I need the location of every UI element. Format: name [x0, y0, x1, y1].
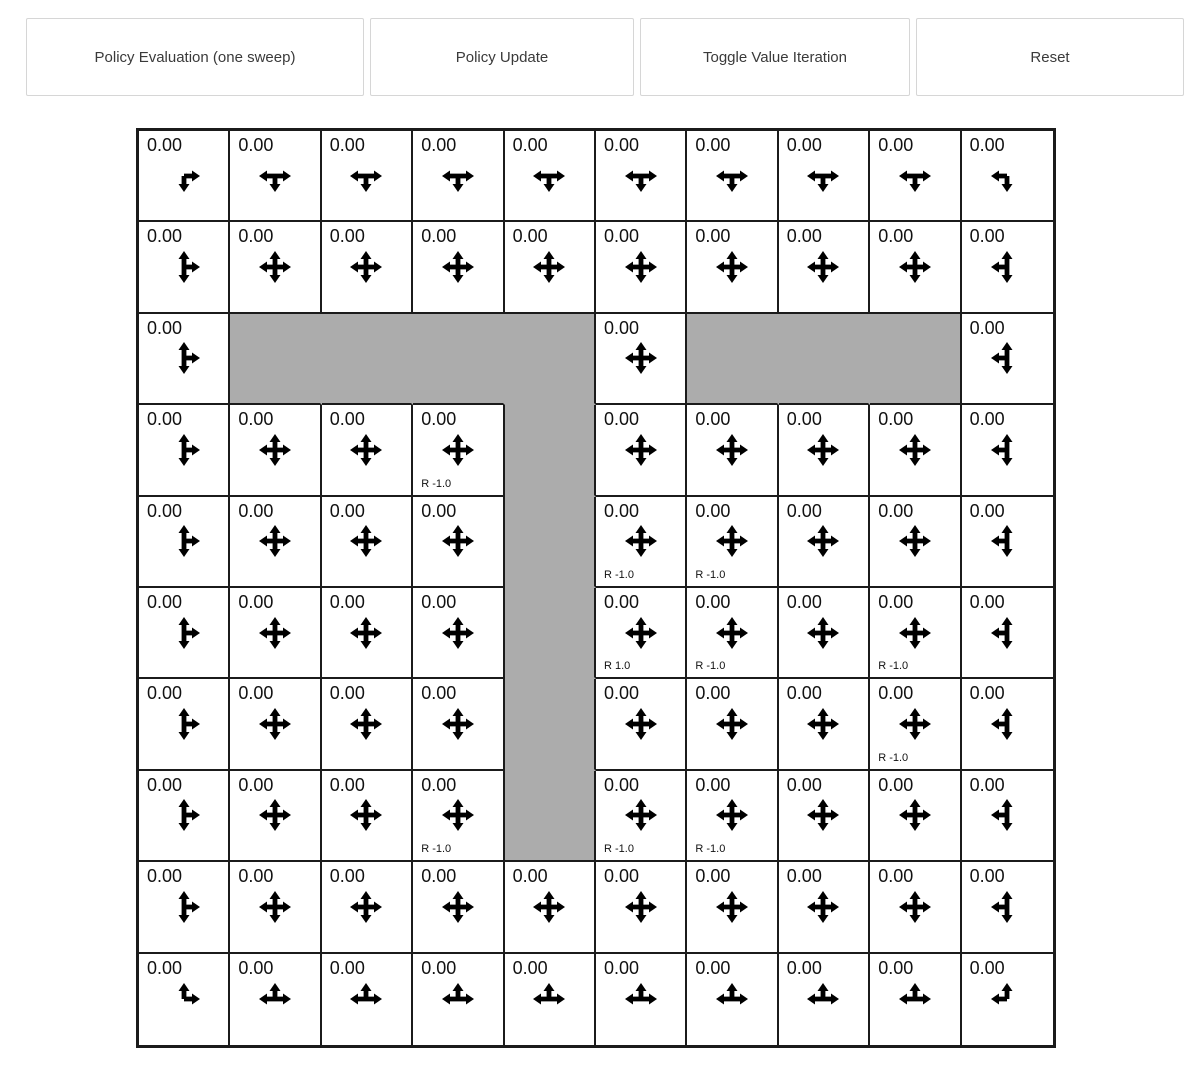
grid-cell[interactable] — [962, 131, 1053, 222]
grid-cell[interactable] — [413, 405, 504, 496]
policy-arrows — [962, 497, 1053, 586]
grid-cell[interactable] — [687, 131, 778, 222]
grid-cell[interactable] — [322, 862, 413, 953]
grid-cell-wall[interactable] — [779, 314, 870, 405]
cell-value: 0.00 — [878, 957, 914, 978]
policy-arrows — [230, 405, 319, 494]
cell-value: 0.00 — [147, 592, 183, 612]
grid-cell[interactable] — [870, 588, 961, 679]
policy-arrows — [596, 862, 685, 951]
policy-arrows — [413, 862, 502, 951]
grid-cell[interactable] — [779, 679, 870, 770]
grid-cell[interactable] — [870, 497, 961, 588]
grid-cell-wall[interactable] — [505, 679, 596, 770]
policy-arrows — [779, 131, 868, 220]
grid-cell[interactable] — [505, 862, 596, 953]
policy-arrows — [139, 314, 228, 403]
policy-arrows — [779, 497, 868, 586]
grid-cell[interactable] — [962, 954, 1053, 1045]
grid-cell[interactable] — [322, 131, 413, 222]
cell-value: 0.00 — [329, 500, 365, 521]
policy-arrows — [139, 222, 228, 311]
cell-value: 0.00 — [695, 592, 731, 612]
cell-value: 0.00 — [695, 226, 731, 247]
cell-value: 0.00 — [238, 500, 274, 521]
cell-value: 0.00 — [969, 683, 1005, 704]
policy-arrows — [322, 131, 411, 220]
grid-cell[interactable] — [687, 588, 778, 679]
grid-cell[interactable] — [596, 222, 687, 313]
grid-cell[interactable] — [687, 222, 778, 313]
grid-cell[interactable] — [139, 131, 230, 222]
grid-cell[interactable] — [322, 954, 413, 1045]
grid-cell[interactable] — [596, 588, 687, 679]
policy-arrows — [962, 131, 1053, 220]
grid-cell[interactable] — [230, 679, 321, 770]
grid-cell[interactable] — [687, 497, 778, 588]
cell-value: 0.00 — [786, 957, 822, 978]
cell-value: 0.00 — [786, 774, 822, 795]
grid-cell-wall[interactable] — [870, 314, 961, 405]
cell-value: 0.00 — [421, 866, 457, 887]
cell-value: 0.00 — [786, 683, 822, 704]
policy-arrows — [505, 954, 594, 1045]
policy-arrows — [230, 862, 319, 951]
cell-value: 0.00 — [878, 500, 914, 521]
grid-cell-wall[interactable] — [505, 771, 596, 862]
policy-arrows — [962, 588, 1053, 677]
grid-cell[interactable] — [322, 771, 413, 862]
grid-cell[interactable] — [687, 405, 778, 496]
policy-arrows — [962, 222, 1053, 311]
policy-arrows — [779, 222, 868, 311]
grid-cell[interactable] — [139, 314, 230, 405]
policy-arrows — [596, 131, 685, 220]
grid-cell[interactable] — [596, 862, 687, 953]
grid-cell[interactable] — [687, 771, 778, 862]
grid-cell[interactable] — [505, 954, 596, 1045]
cell-value: 0.00 — [421, 957, 457, 978]
cell-value: 0.00 — [421, 500, 457, 521]
cell-value: 0.00 — [604, 409, 640, 430]
grid-cell[interactable] — [687, 862, 778, 953]
grid-cell[interactable] — [870, 131, 961, 222]
cell-value: 0.00 — [329, 866, 365, 887]
policy-arrows — [413, 497, 502, 586]
grid-cell[interactable] — [779, 588, 870, 679]
policy-arrows — [962, 862, 1053, 951]
grid-cell[interactable] — [413, 862, 504, 953]
policy-arrows — [322, 954, 411, 1045]
cell-value: 0.00 — [969, 226, 1005, 247]
policy-arrows — [779, 405, 868, 494]
cell-value: 0.00 — [238, 592, 274, 612]
grid-cell[interactable] — [505, 222, 596, 313]
cell-value: 0.00 — [969, 957, 1005, 978]
policy-arrows — [139, 771, 228, 860]
grid-cell[interactable] — [139, 497, 230, 588]
cell-value: 0.00 — [238, 135, 274, 155]
grid-cell[interactable] — [870, 771, 961, 862]
cell-reward: R -1.0 — [421, 843, 452, 856]
cell-value: 0.00 — [329, 957, 365, 978]
grid-cell[interactable] — [779, 222, 870, 313]
grid-cell[interactable] — [870, 862, 961, 953]
grid-cell[interactable] — [139, 771, 230, 862]
grid-cell[interactable] — [779, 862, 870, 953]
cell-value: 0.00 — [695, 866, 731, 887]
policy-arrows — [870, 497, 959, 586]
policy-arrows — [322, 222, 411, 311]
cell-value: 0.00 — [695, 500, 731, 521]
policy-arrows — [322, 588, 411, 677]
policy-arrows — [870, 954, 959, 1045]
grid-cell-wall[interactable] — [230, 314, 321, 405]
policy-arrows — [687, 679, 776, 768]
policy-arrows — [322, 771, 411, 860]
cell-value: 0.00 — [238, 774, 274, 795]
cell-value: 0.00 — [329, 409, 365, 430]
cell-value: 0.00 — [969, 135, 1005, 155]
cell-value: 0.00 — [604, 774, 640, 795]
cell-reward: R -1.0 — [604, 569, 634, 581]
cell-value: 0.00 — [604, 957, 640, 978]
grid-cell[interactable] — [230, 954, 321, 1045]
policy-arrows — [322, 405, 411, 494]
grid-cell[interactable] — [230, 862, 321, 953]
policy-arrows — [779, 862, 868, 951]
cell-value: 0.00 — [604, 500, 640, 521]
grid-cell[interactable] — [139, 862, 230, 953]
policy-arrows — [139, 497, 228, 586]
grid-cell[interactable] — [322, 679, 413, 770]
grid-cell[interactable] — [870, 954, 961, 1045]
cell-value: 0.00 — [969, 866, 1005, 887]
cell-value: 0.00 — [421, 135, 457, 155]
grid-cell-wall[interactable] — [505, 314, 596, 405]
grid-cell-wall[interactable] — [687, 314, 778, 405]
cell-reward: R -1.0 — [695, 569, 726, 581]
cell-value: 0.00 — [786, 135, 822, 155]
cell-value: 0.00 — [604, 317, 640, 338]
cell-value: 0.00 — [695, 774, 731, 795]
cell-value: 0.00 — [878, 409, 914, 430]
policy-arrows — [322, 497, 411, 586]
policy-arrows — [596, 314, 685, 403]
policy-arrows — [962, 679, 1053, 768]
grid-cell[interactable] — [870, 222, 961, 313]
grid-cell-wall[interactable] — [505, 497, 596, 588]
grid-cell[interactable] — [505, 131, 596, 222]
cell-value: 0.00 — [695, 409, 731, 430]
grid-cell[interactable] — [779, 771, 870, 862]
cell-value: 0.00 — [969, 317, 1005, 338]
cell-value: 0.00 — [238, 866, 274, 887]
policy-arrows — [230, 222, 319, 311]
cell-value: 0.00 — [512, 957, 548, 978]
cell-reward: R -1.0 — [878, 751, 909, 764]
cell-value: 0.00 — [695, 957, 731, 978]
grid-cell[interactable] — [779, 131, 870, 222]
policy-arrows — [230, 771, 319, 860]
cell-value: 0.00 — [421, 683, 457, 704]
policy-arrows — [779, 588, 868, 677]
cell-value: 0.00 — [238, 226, 274, 247]
grid-cell[interactable] — [413, 954, 504, 1045]
cell-value: 0.00 — [786, 409, 822, 430]
cell-value: 0.00 — [969, 500, 1005, 521]
cell-value: 0.00 — [329, 774, 365, 795]
cell-value: 0.00 — [878, 135, 914, 155]
grid-cell[interactable] — [322, 222, 413, 313]
policy-arrows — [779, 771, 868, 860]
cell-reward: R -1.0 — [695, 843, 726, 856]
cell-value: 0.00 — [329, 226, 365, 247]
cell-value: 0.00 — [878, 774, 914, 795]
cell-reward: R -1.0 — [878, 660, 909, 673]
gridworld-grid[interactable] — [136, 128, 1056, 1048]
policy-arrows — [230, 497, 319, 586]
grid-cell[interactable] — [322, 405, 413, 496]
policy-arrows — [322, 862, 411, 951]
cell-reward: R 1.0 — [604, 660, 631, 673]
toggle-value-iteration-button[interactable]: Toggle Value Iteration — [640, 18, 910, 96]
grid-cell[interactable] — [779, 405, 870, 496]
policy-arrows — [687, 222, 776, 311]
policy-arrows — [322, 679, 411, 768]
policy-arrows — [139, 588, 228, 677]
cell-value: 0.00 — [604, 866, 640, 887]
policy-arrows — [139, 862, 228, 951]
cell-value: 0.00 — [512, 866, 548, 887]
cell-value: 0.00 — [878, 226, 914, 247]
cell-value: 0.00 — [786, 226, 822, 247]
grid-cell[interactable] — [687, 954, 778, 1045]
policy-arrows — [596, 222, 685, 311]
cell-value: 0.00 — [147, 317, 183, 338]
policy-arrows — [413, 588, 502, 677]
policy-arrows — [596, 679, 685, 768]
cell-value: 0.00 — [147, 683, 183, 704]
grid-cell-wall[interactable] — [413, 314, 504, 405]
grid-cell[interactable] — [413, 588, 504, 679]
grid-cell[interactable] — [596, 497, 687, 588]
policy-arrows — [139, 679, 228, 768]
grid-cell[interactable] — [139, 222, 230, 313]
grid-cell[interactable] — [962, 405, 1053, 496]
grid-cell[interactable] — [596, 771, 687, 862]
grid-cell[interactable] — [596, 131, 687, 222]
cell-value: 0.00 — [786, 500, 822, 521]
policy-arrows — [962, 771, 1053, 860]
cell-value: 0.00 — [512, 135, 548, 155]
cell-value: 0.00 — [604, 226, 640, 247]
policy-arrows — [230, 588, 319, 677]
grid-cell[interactable] — [230, 405, 321, 496]
grid-cell[interactable] — [413, 497, 504, 588]
grid-cell[interactable] — [413, 222, 504, 313]
policy-evaluation-button[interactable]: Policy Evaluation (one sweep) — [26, 18, 364, 96]
cell-value: 0.00 — [604, 592, 640, 612]
grid-cell[interactable] — [322, 497, 413, 588]
grid-cell[interactable] — [139, 588, 230, 679]
policy-arrows — [413, 679, 502, 768]
grid-cell[interactable] — [962, 314, 1053, 405]
cell-value: 0.00 — [329, 135, 365, 155]
policy-arrows — [687, 131, 776, 220]
grid-cell-wall[interactable] — [505, 588, 596, 679]
cell-value: 0.00 — [695, 135, 731, 155]
cell-value: 0.00 — [147, 957, 183, 978]
grid-cell[interactable] — [870, 679, 961, 770]
grid-cell[interactable] — [322, 588, 413, 679]
grid-cell[interactable] — [870, 405, 961, 496]
policy-arrows — [230, 131, 319, 220]
cell-value: 0.00 — [421, 592, 457, 612]
policy-arrows — [779, 679, 868, 768]
policy-arrows — [413, 222, 502, 311]
cell-value: 0.00 — [604, 135, 640, 155]
policy-arrows — [870, 862, 959, 951]
policy-arrows — [505, 862, 594, 951]
cell-value: 0.00 — [147, 500, 183, 521]
cell-value: 0.00 — [786, 592, 822, 612]
grid-cell[interactable] — [413, 131, 504, 222]
toolbar — [26, 18, 1184, 96]
cell-value: 0.00 — [969, 592, 1005, 612]
grid-cell[interactable] — [962, 679, 1053, 770]
grid-cell[interactable] — [779, 497, 870, 588]
policy-arrows — [596, 405, 685, 494]
grid-cell[interactable] — [139, 679, 230, 770]
policy-arrows — [596, 954, 685, 1045]
grid-cell[interactable] — [687, 679, 778, 770]
cell-reward: R -1.0 — [695, 660, 726, 673]
policy-arrows — [139, 405, 228, 494]
cell-value: 0.00 — [147, 774, 183, 795]
policy-arrows — [139, 131, 228, 220]
grid-cell[interactable] — [596, 954, 687, 1045]
grid-cell[interactable] — [413, 679, 504, 770]
grid-cell[interactable] — [596, 405, 687, 496]
grid-cell[interactable] — [139, 405, 230, 496]
policy-arrows — [962, 314, 1053, 403]
grid-cell[interactable] — [962, 222, 1053, 313]
grid-cell[interactable] — [230, 588, 321, 679]
policy-arrows — [779, 954, 868, 1045]
policy-arrows — [870, 131, 959, 220]
cell-value: 0.00 — [238, 683, 274, 704]
policy-arrows — [962, 405, 1053, 494]
cell-value: 0.00 — [329, 683, 365, 704]
policy-arrows — [870, 222, 959, 311]
policy-arrows — [962, 954, 1053, 1045]
policy-arrows — [413, 131, 502, 220]
grid-cell[interactable] — [230, 497, 321, 588]
cell-value: 0.00 — [512, 226, 548, 247]
grid-cell[interactable] — [230, 222, 321, 313]
policy-arrows — [230, 679, 319, 768]
grid-cell[interactable] — [779, 954, 870, 1045]
cell-reward: R -1.0 — [421, 477, 452, 490]
cell-value: 0.00 — [695, 683, 731, 704]
cell-value: 0.00 — [421, 774, 457, 795]
cell-value: 0.00 — [147, 226, 183, 247]
cell-value: 0.00 — [878, 592, 914, 612]
policy-arrows — [687, 405, 776, 494]
policy-arrows — [139, 954, 228, 1045]
policy-arrows — [687, 954, 776, 1045]
grid-cell[interactable] — [230, 131, 321, 222]
cell-value: 0.00 — [147, 409, 183, 430]
grid-cell[interactable] — [596, 314, 687, 405]
cell-value: 0.00 — [329, 592, 365, 612]
cell-value: 0.00 — [604, 683, 640, 704]
cell-value: 0.00 — [786, 866, 822, 887]
grid-cell-wall[interactable] — [322, 314, 413, 405]
grid-cell[interactable] — [596, 679, 687, 770]
policy-arrows — [687, 862, 776, 951]
grid-cell[interactable] — [962, 771, 1053, 862]
policy-arrows — [505, 222, 594, 311]
policy-update-button[interactable]: Policy Update — [370, 18, 634, 96]
cell-value: 0.00 — [238, 957, 274, 978]
cell-value: 0.00 — [421, 226, 457, 247]
grid-cell[interactable] — [230, 771, 321, 862]
cell-value: 0.00 — [969, 409, 1005, 430]
cell-value: 0.00 — [878, 683, 914, 704]
policy-arrows — [870, 405, 959, 494]
cell-reward: R -1.0 — [604, 843, 634, 856]
grid-cell-wall[interactable] — [505, 405, 596, 496]
grid-cell[interactable] — [962, 862, 1053, 953]
cell-value: 0.00 — [878, 866, 914, 887]
reset-button[interactable]: Reset — [916, 18, 1184, 96]
grid-cell[interactable] — [962, 588, 1053, 679]
cell-value: 0.00 — [969, 774, 1005, 795]
grid-cell[interactable] — [139, 954, 230, 1045]
policy-arrows — [505, 131, 594, 220]
cell-value: 0.00 — [238, 409, 274, 430]
policy-arrows — [230, 954, 319, 1045]
policy-arrows — [870, 771, 959, 860]
policy-arrows — [413, 954, 502, 1045]
grid-cell[interactable] — [962, 497, 1053, 588]
cell-value: 0.00 — [147, 866, 183, 887]
cell-value: 0.00 — [421, 409, 457, 430]
grid-cell[interactable] — [413, 771, 504, 862]
cell-value: 0.00 — [147, 135, 183, 155]
